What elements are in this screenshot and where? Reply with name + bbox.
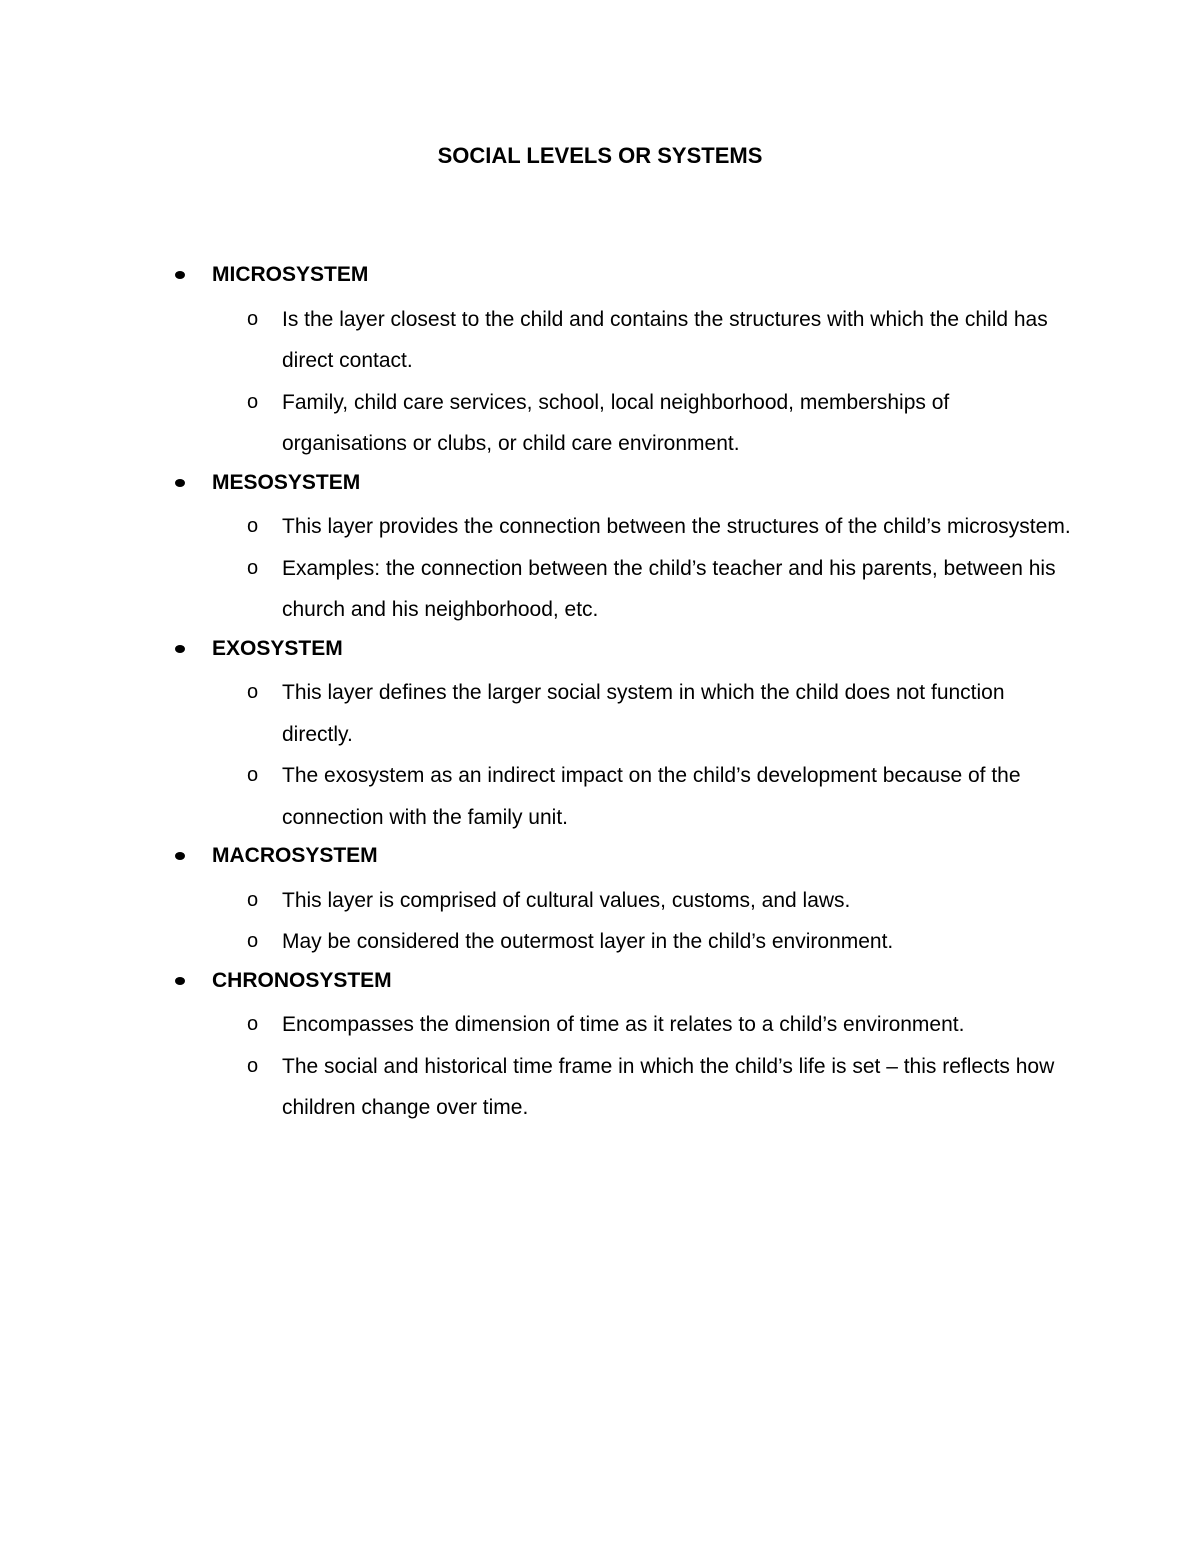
section-label: MICROSYSTEM bbox=[212, 263, 369, 286]
list-item-text: The social and historical time frame in which the child’s life is set – this reflects how children change over time. bbox=[282, 1054, 1055, 1119]
section-label: EXOSYSTEM bbox=[212, 636, 343, 660]
sub-bullet-icon: o bbox=[247, 515, 259, 537]
section-macrosystem bbox=[0, 838, 1200, 963]
sub-bullet-icon: o bbox=[247, 390, 259, 413]
list-item bbox=[0, 921, 1072, 963]
list-item-text: Is the layer closest to the child and contains the structures with which the child has direct contact. bbox=[282, 307, 1048, 372]
section-heading bbox=[0, 465, 1200, 507]
section-heading bbox=[0, 631, 1200, 673]
bullet-icon bbox=[175, 479, 185, 487]
list-item bbox=[0, 880, 1072, 922]
section-label: MESOSYSTEM bbox=[212, 470, 361, 494]
sub-bullet-icon: o bbox=[247, 930, 259, 952]
list-item bbox=[0, 1046, 1072, 1129]
sub-bullet-icon: o bbox=[247, 764, 259, 786]
sub-bullet-icon: o bbox=[247, 681, 259, 703]
section-list bbox=[0, 257, 1200, 1129]
section-heading bbox=[0, 838, 1200, 880]
sub-bullet-icon: o bbox=[247, 888, 259, 911]
list-item-text: This layer is comprised of cultural values, customs, and laws. bbox=[282, 888, 851, 912]
section-chronosystem bbox=[0, 963, 1200, 1129]
list-item-text: The exosystem as an indirect impact on the child’s development because of the connection with the family unit. bbox=[282, 764, 1021, 829]
list-item-text: Examples: the connection between the child’s teacher and his parents, between his church and his neighborhood, etc. bbox=[282, 556, 1056, 621]
list-item bbox=[0, 1004, 1072, 1046]
list-item bbox=[0, 672, 1072, 755]
list-item bbox=[0, 299, 1072, 382]
list-item-text: This layer provides the connection between the structures of the child’s microsystem. bbox=[282, 515, 1071, 538]
section-microsystem bbox=[0, 257, 1200, 465]
sub-bullet-icon: o bbox=[247, 1013, 259, 1035]
list-item-text: May be considered the outermost layer in the child’s environment. bbox=[282, 930, 894, 953]
list-item-text: Family, child care services, school, local neighborhood, memberships of organisations or clubs, or child care environment. bbox=[282, 390, 950, 455]
section-label: MACROSYSTEM bbox=[212, 844, 378, 867]
section-heading bbox=[0, 963, 1200, 1005]
sub-bullet-icon: o bbox=[247, 556, 259, 579]
bullet-icon bbox=[175, 271, 185, 279]
list-item bbox=[0, 382, 1072, 465]
section-exosystem bbox=[0, 631, 1200, 839]
list-item bbox=[0, 506, 1072, 548]
list-item bbox=[0, 755, 1072, 838]
section-label: CHRONOSYSTEM bbox=[212, 968, 392, 992]
list-item-text: This layer defines the larger social system in which the child does not function directly. bbox=[282, 681, 1005, 746]
list-item-text: Encompasses the dimension of time as it relates to a child’s environment. bbox=[282, 1013, 965, 1036]
sub-bullet-icon: o bbox=[247, 307, 259, 330]
section-mesosystem bbox=[0, 465, 1200, 631]
bullet-icon bbox=[175, 852, 185, 860]
bullet-icon bbox=[175, 645, 185, 653]
list-item bbox=[0, 548, 1072, 631]
sub-bullet-icon: o bbox=[247, 1054, 259, 1077]
page-title: SOCIAL LEVELS OR SYSTEMS bbox=[437, 143, 763, 168]
section-heading bbox=[0, 257, 1200, 299]
bullet-icon bbox=[175, 977, 185, 985]
